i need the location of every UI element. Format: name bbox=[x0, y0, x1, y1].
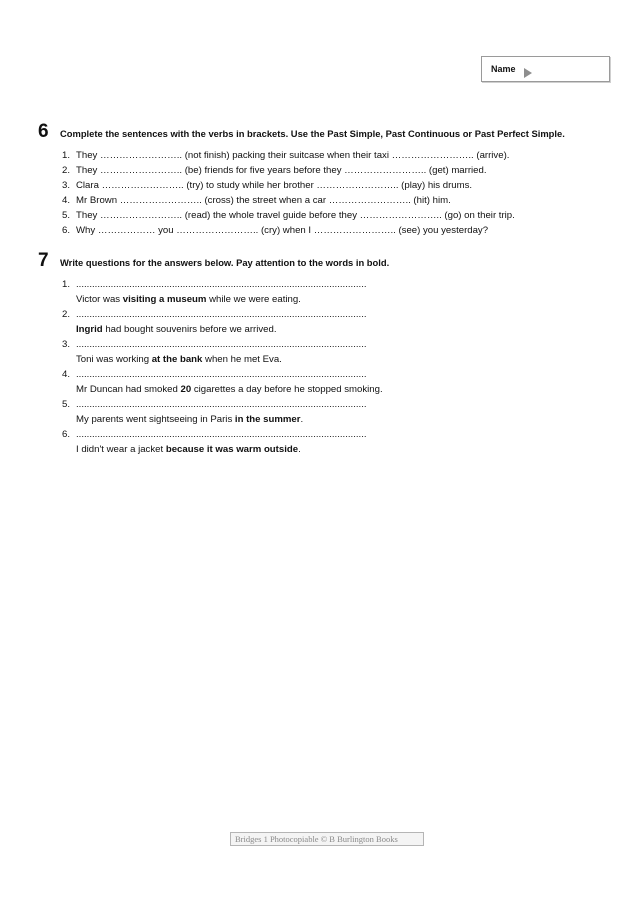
answer-text: . bbox=[298, 444, 301, 455]
item-number: 1. bbox=[62, 279, 71, 290]
answer-text: . bbox=[300, 414, 304, 425]
answer-text: Mr Duncan had smoked bbox=[76, 384, 181, 395]
answer-text: My parents went sightseeing in Paris bbox=[76, 414, 235, 425]
exercise-6-instruction: Complete the sentences with the verbs in brackets. Use the Past Simple, Past Continuous or Past Perfect Simple. bbox=[60, 128, 565, 139]
item-number: 3. bbox=[62, 339, 71, 350]
blank-line[interactable]: ............................................................................................................. bbox=[76, 279, 367, 290]
blank-line[interactable]: ............................................................................................................. bbox=[76, 309, 367, 320]
footer-text: Bridges 1 Photocopiable © B Burlington Books bbox=[235, 834, 398, 844]
answer-bold: because it was warm outside bbox=[165, 444, 299, 455]
item-number: 1. bbox=[62, 150, 71, 161]
item-text: Why ……………… you …………………….. (cry) when I …………………….. (see) you yesterday? bbox=[76, 225, 489, 236]
answer-text: while we were eating. bbox=[206, 294, 301, 305]
item-number: 5. bbox=[62, 399, 71, 410]
blank-line[interactable]: ............................................................................................................. bbox=[76, 369, 367, 380]
exercise-6-heading bbox=[38, 121, 565, 143]
item-text: They …………………….. (be) friends for five years before they …………………….. (get) married. bbox=[76, 165, 487, 176]
item-text: Clara …………………….. (try) to study while her brother …………………….. (play) his drums. bbox=[76, 180, 473, 191]
item-number: 2. bbox=[62, 165, 71, 176]
answer-text: Toni was working bbox=[76, 354, 152, 365]
item-number: 4. bbox=[62, 195, 71, 206]
item-number: 5. bbox=[62, 210, 71, 221]
answer-bold: Ingrid bbox=[76, 324, 103, 335]
answer-text: cigarettes a day before he stopped smoking. bbox=[191, 384, 383, 395]
blank-line[interactable]: ............................................................................................................. bbox=[76, 339, 367, 350]
answer-bold: 20 bbox=[180, 384, 192, 395]
blank-line[interactable]: ............................................................................................................. bbox=[76, 429, 367, 440]
answer-bold: visiting a museum bbox=[122, 294, 207, 305]
item-text: Mr Brown …………………….. (cross) the street when a car …………………….. (hit) him. bbox=[76, 195, 451, 206]
answer-text: had bought souvenirs before we arrived. bbox=[102, 324, 277, 335]
answer-bold: at the bank bbox=[151, 354, 203, 365]
answer-text: Victor was bbox=[76, 294, 123, 305]
footer-copyright bbox=[230, 832, 424, 846]
item-number: 3. bbox=[62, 180, 71, 191]
blank-line[interactable]: ............................................................................................................. bbox=[76, 399, 367, 410]
exercise-7-heading bbox=[38, 250, 389, 272]
answer-bold: in the summer bbox=[234, 414, 301, 425]
item-number: 2. bbox=[62, 309, 71, 320]
item-number: 6. bbox=[62, 429, 71, 440]
item-number: 4. bbox=[62, 369, 71, 380]
item-number: 6. bbox=[62, 225, 71, 236]
exercise-7-instruction: Write questions for the answers below. Pay attention to the words in bold. bbox=[60, 257, 390, 268]
name-label: Name bbox=[491, 64, 516, 74]
item-text: They …………………….. (read) the whole travel guide before they …………………….. (go) on their trip. bbox=[76, 210, 515, 221]
answer-text: when he met Eva. bbox=[202, 354, 282, 365]
name-box[interactable] bbox=[481, 56, 610, 82]
triangle-right-icon bbox=[524, 68, 532, 78]
answer-text: I didn't wear a jacket bbox=[76, 444, 166, 455]
exercise-7-number: 7 bbox=[38, 250, 49, 271]
exercise-6-number: 6 bbox=[38, 121, 49, 142]
item-text: They …………………….. (not finish) packing their suitcase when their taxi …………………….. (arrive). bbox=[76, 150, 510, 161]
